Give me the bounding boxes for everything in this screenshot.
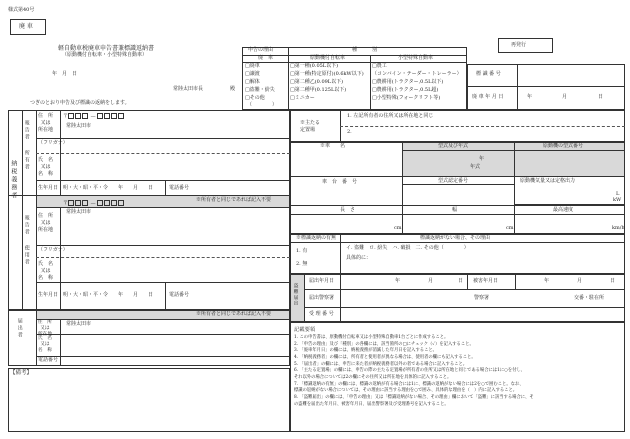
owner-phone-label: 電話番号	[169, 185, 190, 191]
seal: 殿	[230, 86, 236, 92]
theft-station: 警察署	[474, 295, 490, 301]
cancel-label: 廃 車	[19, 23, 33, 30]
length-unit: cm	[394, 225, 402, 231]
owner-city: 常陸太田市	[66, 123, 92, 129]
speed-unit: km/h	[612, 225, 625, 231]
moped-item[interactable]: □第二種乙(0.09L以下)	[290, 79, 344, 85]
unit-kw: kW	[613, 197, 622, 203]
width-unit: cm	[506, 225, 514, 231]
note-line: の盗難を届出た年月日、被害年月日、届出警察署及び受理番号を記入すること。	[294, 401, 449, 407]
theft-damage-d: 日	[610, 278, 616, 284]
user-phone-label: 電話番号	[169, 292, 190, 298]
theft-damage-m: 月	[577, 278, 583, 284]
remarks-box	[8, 368, 290, 432]
return-no[interactable]: 2. 無	[296, 261, 308, 267]
owner-label: 所有者	[23, 150, 30, 171]
location-label: ※主たる 定置場	[300, 120, 321, 133]
model-label: 型式及び年式	[438, 143, 469, 149]
maker-label: ※車 名	[320, 143, 346, 149]
theft-police: 届出警察署	[309, 295, 335, 301]
filer-phone-label: 電話番号	[38, 357, 59, 363]
theft-receipt: 受 理 番 号	[309, 311, 334, 317]
taxpayer-section: 納税義務者	[9, 160, 17, 200]
return-details: 具体的に：	[346, 255, 372, 261]
vehicle-gray-top	[402, 143, 624, 176]
width-label: 幅	[452, 207, 458, 213]
theft-report-d: 日	[458, 278, 464, 284]
cancel-day: 日	[598, 94, 604, 100]
note-line: 6. 「主たる定置場」の欄には、申告の際の主たる定置場が所有者の住所又は所在地と同じである場合には1に○を付し、	[294, 368, 526, 374]
length-label: 長 さ	[340, 207, 356, 213]
cancel-item[interactable]: □盗難・紛失	[245, 87, 275, 93]
mayor: 常陸太田市長	[173, 86, 204, 92]
filer-address-label: 住 所 又は 所在地	[38, 320, 52, 337]
owner-postal: 〒 —	[63, 113, 125, 120]
cancel-item[interactable]: □譲渡	[245, 71, 260, 77]
cancel-item[interactable]: □廃車	[245, 63, 260, 69]
cancel-date-label: 廃 車 年 月 日	[472, 94, 504, 100]
cancel-item[interactable]: □解体	[245, 79, 260, 85]
special-header: 小型特殊自動車	[398, 55, 434, 61]
page-title: 軽自動車税廃車申告書兼標識返納書	[58, 45, 155, 52]
cert-label: 型式認定番号	[438, 178, 469, 184]
owner-address-label: 住 所 又は 所在地	[38, 113, 54, 133]
remarks-label: 【備考】	[10, 370, 33, 376]
year-kind: 年式	[470, 164, 481, 170]
user-furigana: （フリガナ）	[38, 247, 68, 253]
theft-koban: 交番・駐在所	[574, 295, 605, 301]
special-item[interactable]: □農工	[372, 63, 387, 69]
filer-city: 常陸太田市	[66, 321, 92, 327]
form-number: 様式第40号	[8, 7, 35, 13]
notes-title: 記載要領	[294, 327, 316, 333]
theft-report-m: 月	[428, 278, 434, 284]
plate-label: 標 識 番 号	[476, 71, 501, 77]
moped-header: 原動機付自転車	[310, 55, 346, 61]
theft-report-date: 届出年月日	[309, 278, 335, 284]
special-item: （コンバイン・テーダー・トレーラー）	[372, 71, 462, 77]
return-yes[interactable]: 1. 有	[296, 248, 308, 254]
reissue-box	[498, 38, 553, 53]
theft-section: 盗難届出	[292, 283, 298, 307]
cancel-item-other: （ ）	[247, 102, 278, 108]
type-header: 種 別	[352, 47, 378, 53]
year-unit: 年	[479, 156, 485, 162]
filer-same-note: ※所有者と同じであれば記入不要	[196, 311, 272, 317]
user-same-note: ※所有者と同じであれば記入不要	[196, 197, 272, 203]
owner-birth-label: 生年月日	[38, 185, 59, 191]
engine-model-label: 原動機の型式番号	[543, 143, 584, 149]
theft-damage-y: 年	[544, 278, 550, 284]
user-birth-label: 生年月日	[38, 292, 59, 298]
user-reporter: 報告者	[23, 215, 30, 236]
location-option-2[interactable]: 2.	[347, 129, 352, 135]
location-option-1[interactable]: 1. 左記所有者の住所又は所在地と同じ	[347, 113, 434, 119]
return-title: ※標識返納の有無	[296, 235, 337, 241]
filer-section: 届出者	[16, 318, 23, 339]
special-item[interactable]: □農耕用(トラクター,0.5L超)	[372, 87, 439, 93]
moped-item[interactable]: □第一種(0.05L以下)	[290, 63, 339, 69]
cancel-header: 廃 車	[258, 55, 274, 61]
unit-l: L	[616, 191, 620, 197]
theft-damage-date: 被害年月日	[473, 278, 499, 284]
user-label: 使用者	[23, 245, 30, 266]
moped-item[interactable]: □第一種(特定原付)(0.6kW以下)	[290, 71, 364, 77]
user-postal: 〒 —	[63, 200, 125, 207]
user-address-label: 住 所 又は 所在地	[38, 213, 54, 233]
special-item[interactable]: □小型特殊(フォークリフト等)	[372, 95, 441, 101]
note-line: 8. 「盗難届出」の欄には、「申告の理由」又は「標識返納がない場合、その理由」欄において「盗難」に該当する場合に、そ	[294, 394, 534, 400]
return-options[interactable]: イ. 盗難 ロ. 紛失 ハ. 破損 二. その他（ ）	[346, 245, 469, 251]
note-line: 標識の返納がない場合については、その理由に該当する理由を○で囲み、具体的な理由を（ ）内に記入すること。	[294, 388, 518, 394]
owner-name-label: 氏 名 又は 名 称	[38, 157, 54, 177]
note-line: 1. この申告書は、原動機付自転車又は小型特殊自動車1台ごとに作成すること。	[294, 335, 449, 340]
note-line: 5. 「届出者」の欄には、申告に来た者が納税義務者以外の者である場合に記入すること。	[294, 361, 468, 367]
reason-header: 申告の理由	[248, 47, 274, 53]
date-label: 年 月 日	[52, 71, 78, 77]
user-name-label: 氏 名 又は 名 称	[38, 261, 54, 281]
cancel-year: 年	[527, 94, 533, 100]
owner-birth-era[interactable]: 明・大・昭・平・令 年 月 日	[63, 185, 154, 191]
postal-mark: 〒	[63, 113, 69, 120]
reissue-label: 再発行	[511, 42, 527, 48]
note-line: 2. 「申告の理由」及び「種別」の各欄には、該当箇所の□にチェック（✓）を記入すること。	[294, 341, 474, 347]
request-note: つぎのとおり申告及び標識の返納をします。	[30, 100, 130, 106]
special-item[interactable]: □農耕用(トラクター,0.5L以下)	[372, 79, 444, 85]
user-city: 常陸太田市	[66, 209, 92, 215]
note-line: 7. 「標識返納の有無」の欄には、標識の返納が有る場合には1に、標識の返納がない場合には2を○で囲むこと。なお、	[294, 381, 524, 387]
note-line: それ以外の場合については2の欄にその住所又は所在地を具体的に記入すること。	[294, 374, 452, 380]
owner-furigana: （フリガナ）	[38, 140, 68, 146]
moped-item[interactable]: □ミニカー	[290, 95, 315, 101]
moped-item[interactable]: □第二種甲(0.125L以下)	[290, 87, 347, 93]
theft-report-y: 年	[395, 278, 401, 284]
note-line: 4. 「納税義務者」の欄には、所有者と使用者が異なる場合は、使用者の欄にも記入すること。	[294, 354, 476, 360]
chassis-label: 車 台 番 号	[322, 179, 358, 185]
filer-name-label: 氏 名 又は 名 称	[38, 336, 52, 353]
notes-list	[294, 335, 622, 408]
user-birth-era[interactable]: 明・大・昭・平・令 年 月 日	[63, 292, 154, 298]
displacement-label: 原動機気量又は定格出力	[520, 178, 576, 184]
cancel-box	[10, 19, 46, 35]
cancel-item[interactable]: □その他	[245, 95, 265, 101]
note-line: 3. 「廃車年月日」の欄には、納税義務が消滅した年月日を記入すること。	[294, 348, 437, 354]
cancel-month: 月	[562, 94, 568, 100]
page-subtitle: （原動機付自転車・小型特殊自動車）	[62, 52, 148, 58]
max-speed-label: 最高速度	[553, 207, 574, 213]
return-reason-title: 標識返納がない場合、その理由	[420, 235, 491, 241]
owner-reporter: 報告者	[23, 120, 30, 141]
postal-mark: 〒	[63, 200, 69, 207]
